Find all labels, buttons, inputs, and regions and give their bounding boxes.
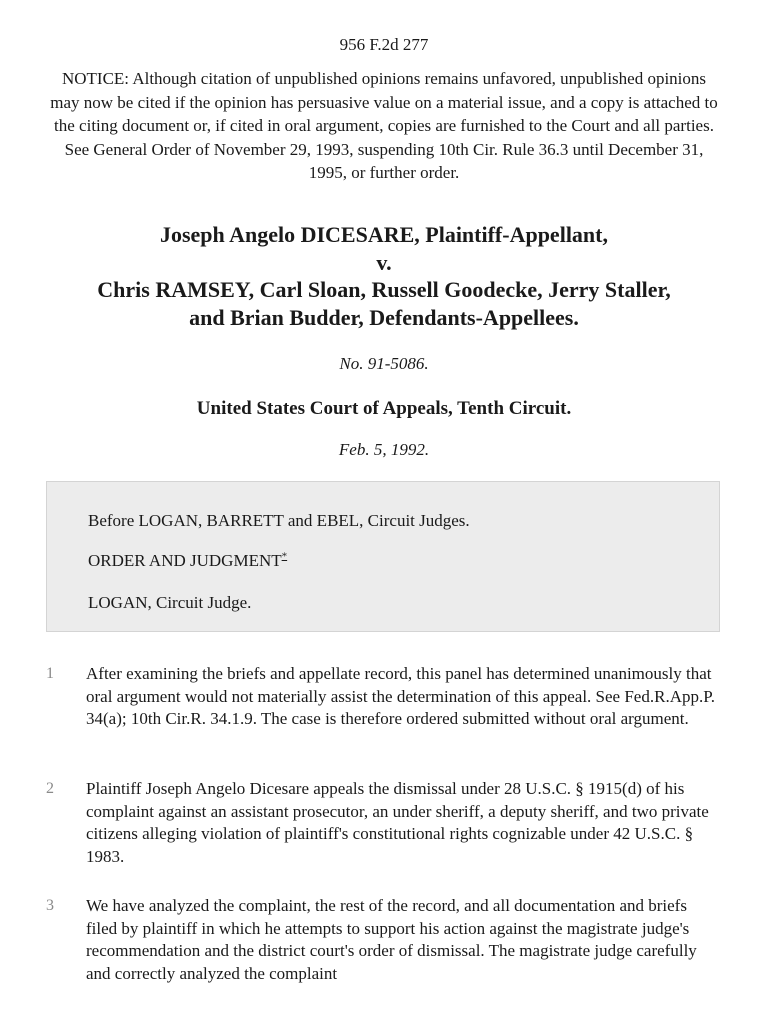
- case-citation: 956 F.2d 277: [339, 35, 429, 54]
- paragraph-text: Plaintiff Joseph Angelo Dicesare appeals the dismissal under 28 U.S.C. § 1915(d) of his complaint against an assistant prosecutor, an under sheriff, a deputy sheriff, and two private citizens alleging violation of plaintiff's constitutional rights cognizable under 42 U.S.C. § 1983.: [86, 779, 709, 866]
- unpublished-notice: NOTICE: Although citation of unpublished opinions remains unfavored, unpublished opinions may now be cited if the opinion has persuasive value on a material issue, and a copy is attached to the citing document or, if cited in oral argument, copies are furnished to the Court and all parties. See General Order of November 29, 1993, suspending 10th Cir. Rule 36.3 until December 31, 1995, or further order.: [50, 69, 718, 182]
- footnote-link[interactable]: *: [281, 550, 288, 563]
- paragraph-text: We have analyzed the complaint, the rest of the record, and all documentation and briefs filed by plaintiff in which he attempts to support his action against the magistrate judge's recommendation and the district court's order of dismissal. The magistrate judge carefully and correctly analyzed the complaint: [86, 896, 697, 983]
- case-caption: [30, 221, 738, 331]
- decision-date: Feb. 5, 1992.: [338, 440, 430, 459]
- paragraph-number: 3: [46, 897, 54, 914]
- panel-judges: Before LOGAN, BARRETT and EBEL, Circuit Judges.: [88, 511, 470, 530]
- caption-appellees-line-1: Chris RAMSEY, Carl Sloan, Russell Goodecke, Jerry Staller,: [97, 277, 671, 302]
- docket-number: No. 91-5086.: [339, 354, 429, 373]
- court-name: United States Court of Appeals, Tenth Circuit.: [196, 398, 572, 419]
- caption-appellees-line-2: and Brian Budder, Defendants-Appellees.: [189, 304, 579, 330]
- order-heading: [88, 550, 287, 572]
- opinion-author: LOGAN, Circuit Judge.: [88, 593, 252, 612]
- caption-versus: v.: [376, 249, 392, 275]
- paragraph-text: After examining the briefs and appellate record, this panel has determined unanimously that oral argument would not materially assist the determination of this appeal. See Fed.R.App.P. 34(a); 10th Cir.R. 34.1.9. The case is therefore ordered submitted without oral argument.: [86, 664, 716, 728]
- paragraph-number: 1: [46, 665, 54, 682]
- order-title: ORDER AND JUDGMENT: [88, 551, 282, 570]
- paragraph-number: 2: [46, 780, 54, 797]
- caption-appellant: Joseph Angelo DICESARE, Plaintiff-Appellant,: [159, 222, 608, 247]
- panel-box: [46, 481, 720, 632]
